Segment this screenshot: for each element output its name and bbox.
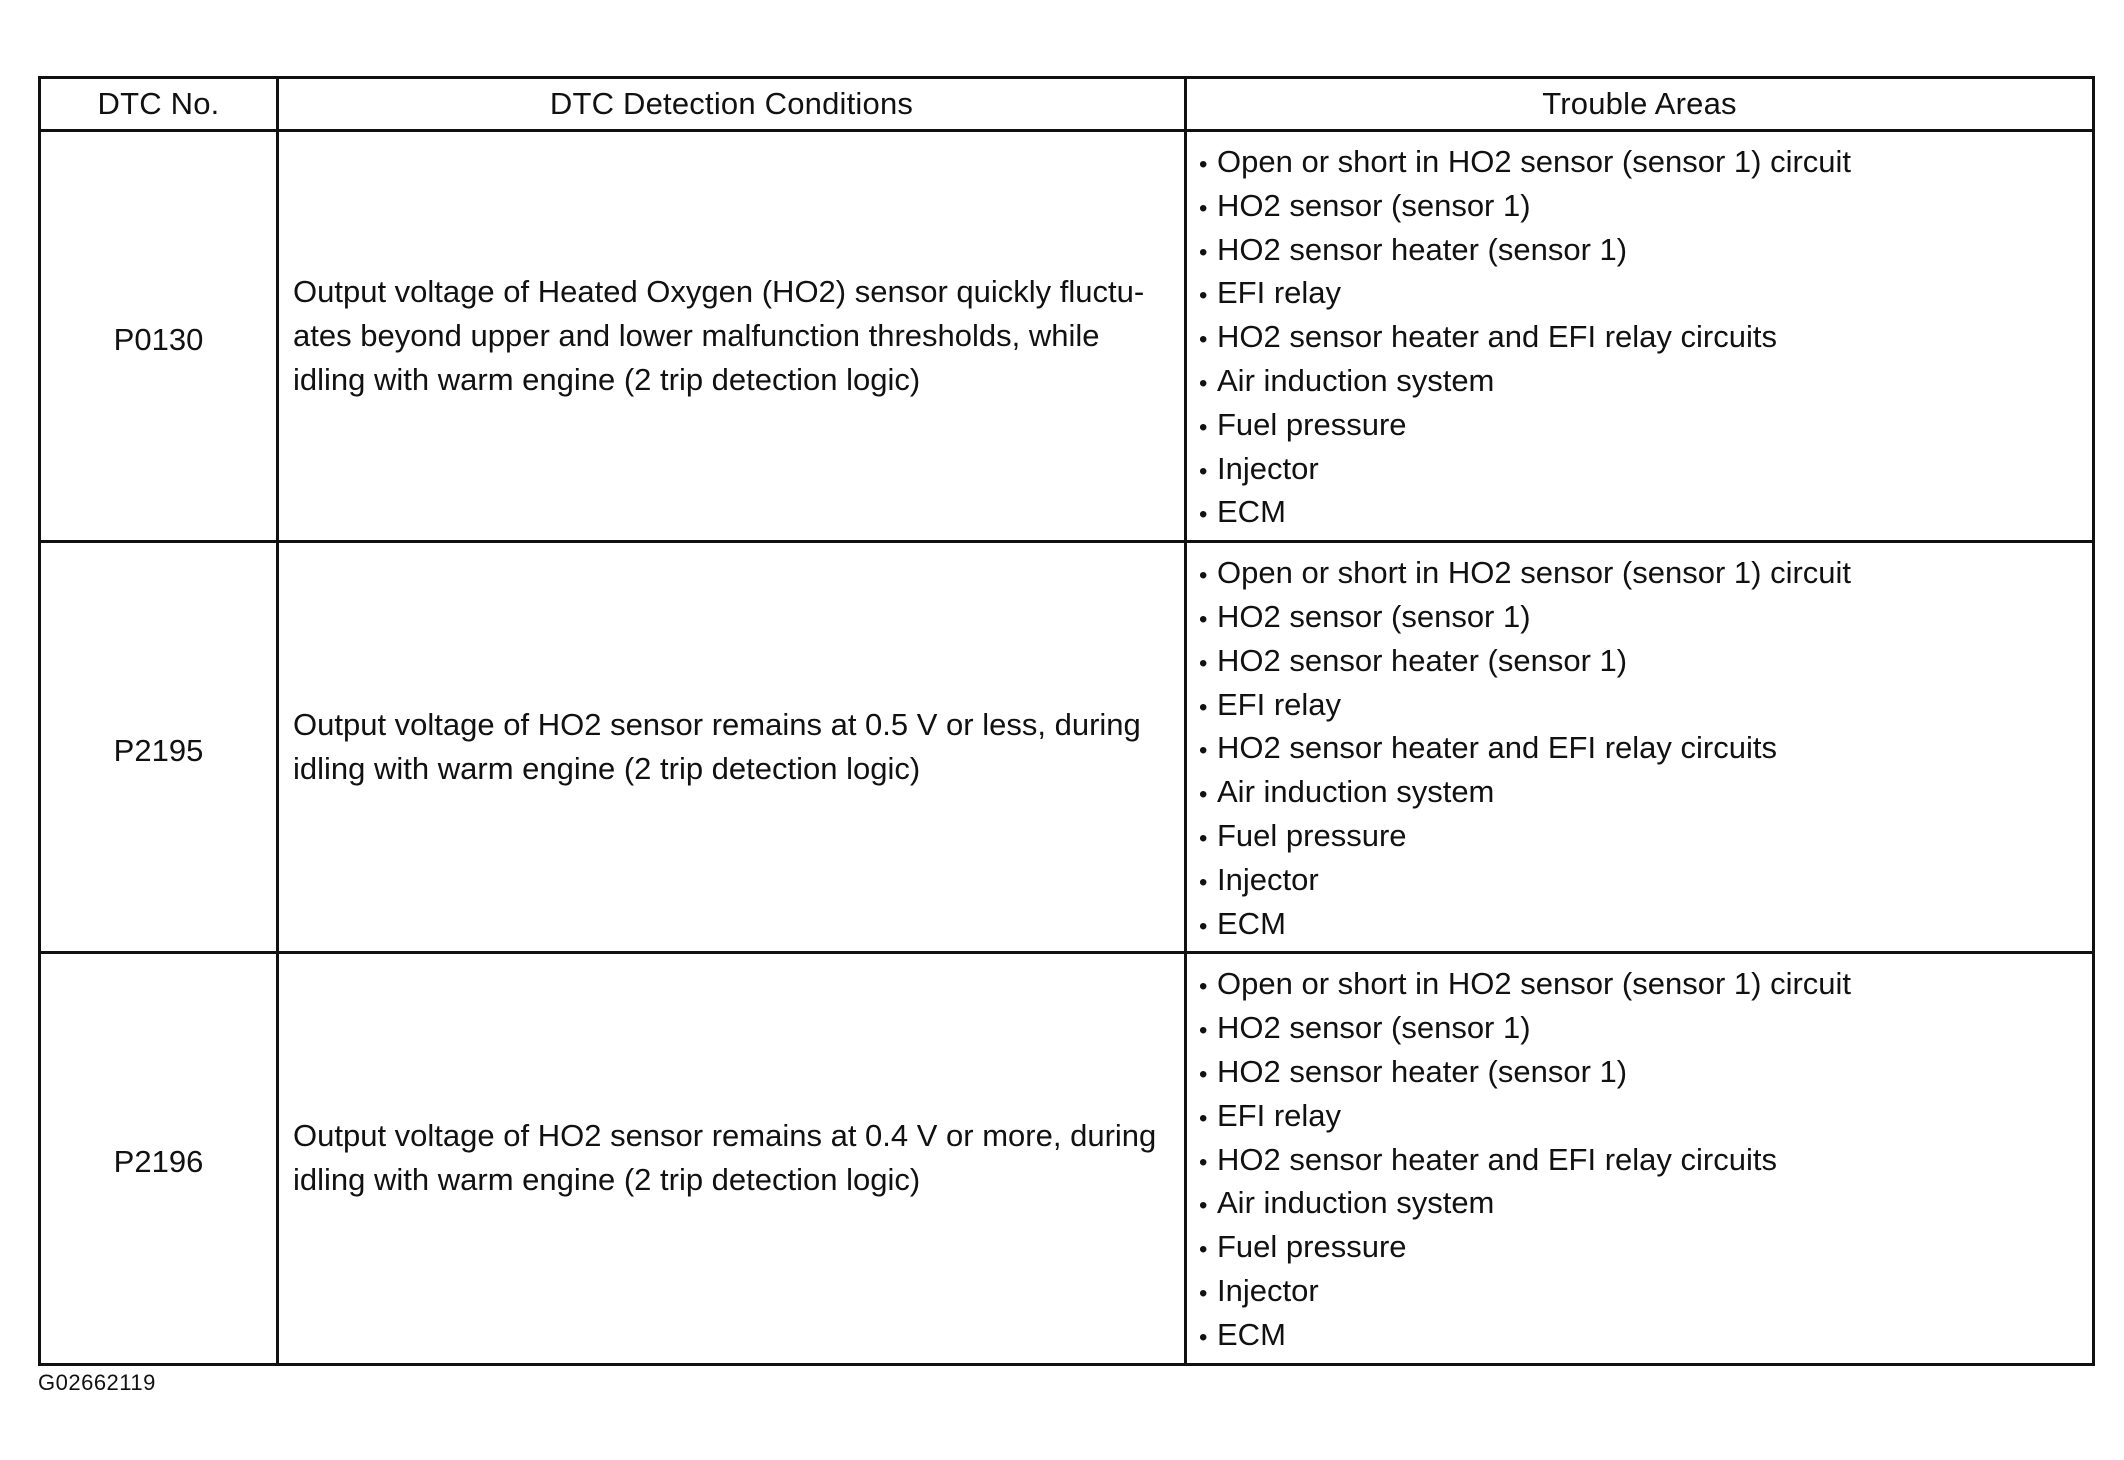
bullet-icon: • xyxy=(1199,693,1208,721)
bullet-icon: • xyxy=(1199,413,1208,441)
trouble-area-text: Air induction system xyxy=(1217,362,1495,398)
bullet-icon: • xyxy=(1199,1017,1208,1045)
detection-conditions: Output voltage of HO2 sensor remains at 0.4 V or more, during idling with warm engine (2 trip detection logic) xyxy=(278,953,1186,1364)
list-item xyxy=(1199,770,2092,814)
table-row xyxy=(40,131,2094,542)
trouble-areas-list xyxy=(1187,132,2092,540)
bullet-icon: • xyxy=(1199,737,1208,765)
table-header xyxy=(40,78,2094,131)
trouble-area-text: ECM xyxy=(1217,494,1286,530)
list-item xyxy=(1199,902,2092,946)
bullet-icon: • xyxy=(1199,1104,1208,1132)
bullet-icon: • xyxy=(1199,369,1208,397)
list-item xyxy=(1199,315,2092,359)
bullet-icon: • xyxy=(1199,912,1208,940)
list-item xyxy=(1199,140,2092,184)
trouble-areas-list xyxy=(1187,543,2092,951)
list-item xyxy=(1199,683,2092,727)
list-item xyxy=(1199,1269,2092,1313)
list-item xyxy=(1199,403,2092,447)
dtc-code: P2196 xyxy=(113,1144,204,1180)
list-item xyxy=(1199,1094,2092,1138)
bullet-icon: • xyxy=(1199,605,1208,633)
bullet-icon: • xyxy=(1199,649,1208,677)
list-item xyxy=(1199,962,2092,1006)
trouble-area-text: Injector xyxy=(1217,1272,1319,1308)
trouble-area-text: ECM xyxy=(1217,1316,1286,1352)
list-item xyxy=(1199,726,2092,770)
trouble-area-text: Open or short in HO2 sensor (sensor 1) circuit xyxy=(1217,555,1852,591)
bullet-icon: • xyxy=(1199,1148,1208,1176)
trouble-areas-cell xyxy=(1186,131,2094,542)
trouble-areas-list xyxy=(1187,954,2092,1362)
trouble-area-text: EFI relay xyxy=(1217,686,1342,722)
dtc-code-cell xyxy=(40,542,278,953)
bullet-icon: • xyxy=(1199,326,1208,354)
list-item xyxy=(1199,184,2092,228)
bullet-icon: • xyxy=(1199,1279,1208,1307)
table-body xyxy=(40,131,2094,1365)
bullet-icon: • xyxy=(1199,282,1208,310)
list-item xyxy=(1199,359,2092,403)
bullet-icon: • xyxy=(1199,1192,1208,1220)
list-item xyxy=(1199,1138,2092,1182)
trouble-area-text: Fuel pressure xyxy=(1217,817,1407,853)
trouble-area-text: HO2 sensor heater and EFI relay circuits xyxy=(1217,1141,1777,1177)
bullet-icon: • xyxy=(1199,1060,1208,1088)
bullet-icon: • xyxy=(1199,824,1208,852)
trouble-area-text: Injector xyxy=(1217,861,1319,897)
list-item xyxy=(1199,490,2092,534)
table-row xyxy=(40,542,2094,953)
trouble-area-text: Air induction system xyxy=(1217,774,1495,810)
trouble-area-text: Fuel pressure xyxy=(1217,406,1407,442)
dtc-code-cell xyxy=(40,131,278,542)
bullet-icon: • xyxy=(1199,868,1208,896)
trouble-area-text: EFI relay xyxy=(1217,275,1342,311)
trouble-area-text: HO2 sensor heater and EFI relay circuits xyxy=(1217,730,1777,766)
bullet-icon: • xyxy=(1199,501,1208,529)
list-item xyxy=(1199,1006,2092,1050)
list-item xyxy=(1199,447,2092,491)
trouble-area-text: HO2 sensor heater (sensor 1) xyxy=(1217,1053,1628,1089)
dtc-code: P0130 xyxy=(113,322,204,358)
list-item xyxy=(1199,228,2092,272)
table-row xyxy=(40,953,2094,1364)
bullet-icon: • xyxy=(1199,781,1208,809)
trouble-area-text: Open or short in HO2 sensor (sensor 1) circuit xyxy=(1217,966,1852,1002)
list-item xyxy=(1199,814,2092,858)
trouble-area-text: HO2 sensor heater (sensor 1) xyxy=(1217,231,1628,267)
trouble-area-text: HO2 sensor (sensor 1) xyxy=(1217,187,1531,223)
trouble-areas-cell xyxy=(1186,953,2094,1364)
list-item xyxy=(1199,639,2092,683)
bullet-icon: • xyxy=(1199,238,1208,266)
list-item xyxy=(1199,271,2092,315)
list-item xyxy=(1199,1181,2092,1225)
dtc-table xyxy=(38,76,2095,1366)
bullet-icon: • xyxy=(1199,457,1208,485)
bullet-icon: • xyxy=(1199,562,1208,590)
trouble-area-text: HO2 sensor heater (sensor 1) xyxy=(1217,642,1628,678)
dtc-code-cell xyxy=(40,953,278,1364)
detection-conditions: Output voltage of HO2 sensor remains at 0.5 V or less, during idling with warm engine (2 trip detection logic) xyxy=(278,542,1186,953)
bullet-icon: • xyxy=(1199,973,1208,1001)
bullet-icon: • xyxy=(1199,1323,1208,1351)
trouble-area-text: HO2 sensor (sensor 1) xyxy=(1217,1010,1531,1046)
trouble-area-text: Fuel pressure xyxy=(1217,1229,1407,1265)
list-item xyxy=(1199,1225,2092,1269)
trouble-areas-cell xyxy=(1186,542,2094,953)
bullet-icon: • xyxy=(1199,151,1208,178)
bullet-icon: • xyxy=(1199,1236,1208,1264)
list-item xyxy=(1199,1313,2092,1357)
figure-code: G02662119 xyxy=(38,1370,156,1395)
list-item xyxy=(1199,858,2092,902)
header-detection-conditions: DTC Detection Conditions xyxy=(278,78,1186,131)
list-item xyxy=(1199,551,2092,595)
header-row xyxy=(40,78,2094,131)
header-trouble-areas: Trouble Areas xyxy=(1186,78,2094,131)
detection-conditions: Output voltage of Heated Oxygen (HO2) sensor quickly fluctu-ates beyond upper and lower malfunction thresholds, while idling with warm engine (2 trip detection logic) xyxy=(278,131,1186,542)
dtc-code: P2195 xyxy=(113,733,204,769)
trouble-area-text: Injector xyxy=(1217,450,1319,486)
trouble-area-text: EFI relay xyxy=(1217,1097,1342,1133)
trouble-area-text: HO2 sensor (sensor 1) xyxy=(1217,598,1531,634)
trouble-area-text: Air induction system xyxy=(1217,1185,1495,1221)
list-item xyxy=(1199,1050,2092,1094)
list-item xyxy=(1199,595,2092,639)
trouble-area-text: HO2 sensor heater and EFI relay circuits xyxy=(1217,319,1777,355)
header-dtc-no: DTC No. xyxy=(40,78,278,131)
trouble-area-text: Open or short in HO2 sensor (sensor 1) circuit xyxy=(1217,144,1852,179)
trouble-area-text: ECM xyxy=(1217,905,1286,941)
bullet-icon: • xyxy=(1199,194,1208,222)
